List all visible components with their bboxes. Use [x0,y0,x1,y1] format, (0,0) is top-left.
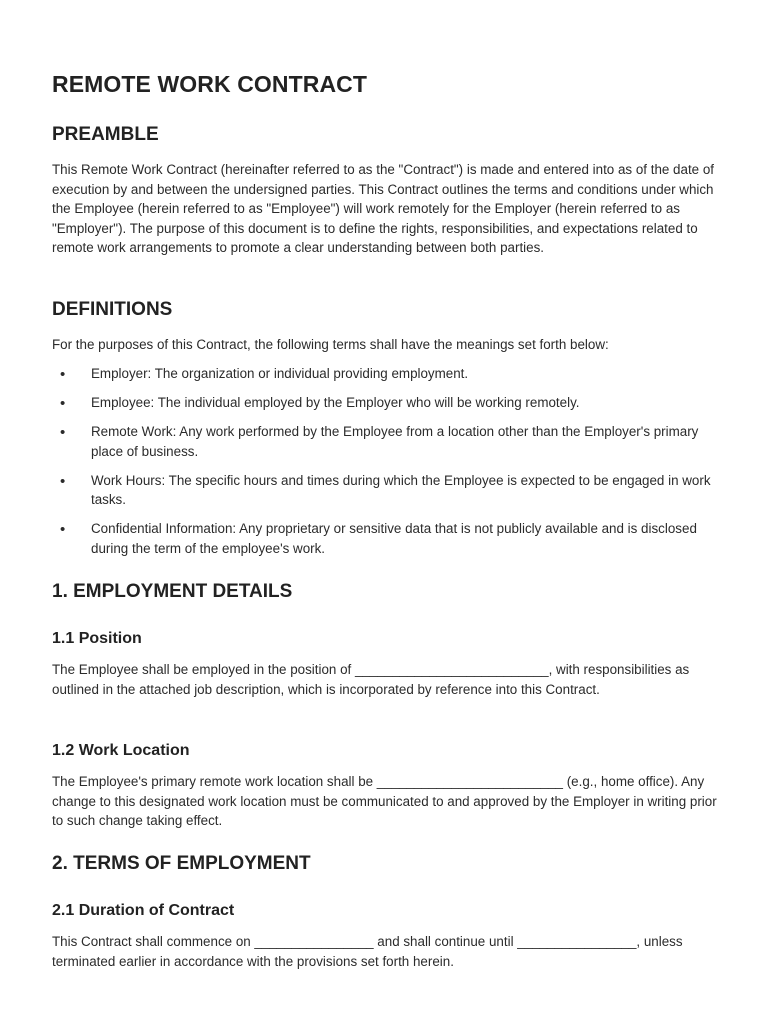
definition-text: Work Hours: The specific hours and times during which the Employee is expected to be engaged in work tasks. [91,472,711,507]
definitions-heading: DEFINITIONS [52,299,173,320]
bullet-icon: • [60,472,66,490]
definition-text: Employee: The individual employed by the Employer who will be working remotely. [91,395,580,410]
preamble-heading: PREAMBLE [52,124,159,145]
bullet-icon: • [60,395,66,412]
list-item [52,364,727,384]
section2-heading: 2. TERMS OF EMPLOYMENT [52,853,311,874]
preamble-text: This Remote Work Contract (hereinafter referred to as the "Contract") is made and entered into as of the date of execution by and between the undersigned parties. This Contract outlines the terms and conditions under which the Employee (herein referred to as "Employee") will work remotely for the Employer (herein referred to as "Employer"). The purpose of this document is to define the rights, responsibilities, and expectations related to remote work arrangements to promote a clear understanding between both parties. [52,162,715,255]
bullet-icon: • [60,424,66,441]
section1-2-heading: 1.2 Work Location [52,742,190,759]
definitions-list [52,364,727,568]
section2-1-text: This Contract shall commence on ________________ and shall continue until ________________, unless terminated earlier in accordance with the provisions set forth herein. [52,934,683,969]
section2-1-heading: 2.1 Duration of Contract [52,902,235,919]
document-title: REMOTE WORK CONTRACT [52,71,368,97]
definition-text: Employer: The organization or individual providing employment. [91,366,469,381]
definition-text: Confidential Information: Any proprietary or sensitive data that is not publicly available and is disclosed during the term of the employee's work. [91,521,697,556]
list-item [52,471,727,510]
section1-1-text: The Employee shall be employed in the position of __________________________, with responsibilities as outlined in the attached job description, which is incorporated by reference into this Contract. [52,662,690,697]
list-item [52,519,727,558]
section1-heading: 1. EMPLOYMENT DETAILS [52,581,293,602]
definition-text: Remote Work: Any work performed by the Employee from a location other than the Employer's primary place of business. [91,424,699,459]
bullet-icon: • [60,521,66,538]
list-item [52,393,727,413]
section1-2-text: The Employee's primary remote work location shall be _________________________ (e.g., home office). Any change to this designated work location must be communicated to and approved by the Employer in writing prior to such change taking effect. [52,774,717,828]
section1-1-heading: 1.1 Position [52,630,142,647]
definitions-intro: For the purposes of this Contract, the following terms shall have the meanings set forth below: [52,337,609,352]
bullet-icon: • [60,366,66,383]
list-item [52,422,727,461]
